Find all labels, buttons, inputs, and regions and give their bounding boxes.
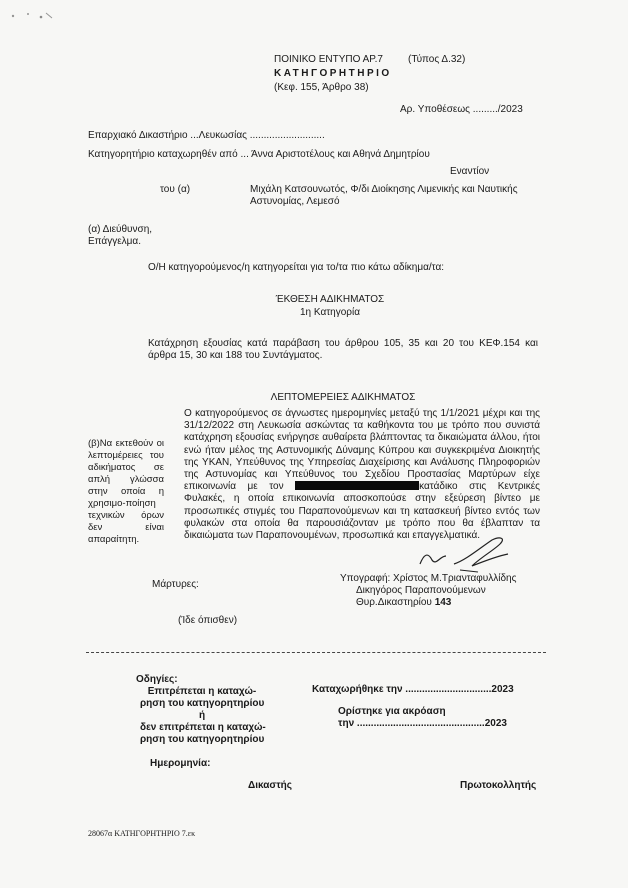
document-title: ΚΑΤΗΓΟΡΗΤΗΡΙΟ: [274, 68, 392, 79]
scan-marks: [8, 8, 58, 22]
address-label: (α) Διεύθυνση,: [88, 224, 153, 235]
instruction-line-3: ή: [198, 710, 206, 721]
against-label: Εναντίον: [450, 166, 490, 177]
offense-category: 1η Κατηγορία: [300, 307, 360, 318]
form-type: (Τύπος Δ.32): [408, 54, 466, 65]
form-code: 28067α ΚΑΤΗΓΟΡΗΤΗΡΙΟ 7.εκ: [88, 829, 196, 838]
accused-statement: Ο/Η κατηγορούμενος/η κατηγορείται για το/τα πιο κάτω αδίκημα/τα:: [148, 262, 445, 273]
court-box-label: Θυρ.Δικαστηρίου: [356, 597, 432, 608]
witnesses-label: Μάρτυρες:: [152, 579, 199, 590]
redacted-name: [295, 481, 419, 490]
see-back-note: (Ίδε όπισθεν): [178, 615, 238, 626]
details-text-part-2: κατάδικο στις Κεντρικές Φυλακές, η οποία επικοινωνία αποσκοπούσε στην εξεύρεση βίντεο με προσωπικές στιγμές του Παραπονούμενων και τη κατασκευή βίντεο εντός των φυλακών στα οποία θα παρουσιάζονταν με τρόπο που θα έβλαπταν τα δικαιώματα των Παραπονουμένων, προσωπικά και επαγγελματικά.: [184, 481, 541, 542]
registered-date: Καταχωρήθηκε την ...............................2023: [312, 684, 514, 695]
details-text-part-1: Ο κατηγορούμενος σε άγνωστες ημερομηνίες μεταξύ της 1/1/2021 μέχρι και της 31/12/2022 στη Λευκωσία ασκώντας τα καθήκοντα του με τρόπο που συνιστά κατάχρηση εξουσίας ενήργησε αυθαίρετα βλάπτοντας τα δικαιώματα άλλου, ήτοι ενώ ήταν μέλος της Αστυνομικής Δύναμης Κύπρου και συγκεκριμένα Διοικητής της ΥΚΑΝ, Υπεύθυνος της Υπηρεσίας Διαχείρισης και Ανάλυσης Πληροφοριών της Αστυνομίας και Υπεύθυνος του Σχεδίου Προστασίας Μαρτύρων είχε επικοινωνία με τον: [184, 408, 540, 493]
instruction-line-2: ρηση του κατηγορητηρίου: [140, 698, 265, 709]
instruction-line-5: ρηση του κατηγορητηρίου: [140, 734, 265, 745]
chapter-reference: (Κεφ. 155, Άρθρο 38): [274, 82, 369, 93]
court-box-number: 143: [434, 597, 452, 608]
details-heading: ΛΕΠΤΟΜΕΡΕΙΕΣ ΑΔΙΚΗΜΑΤΟΣ: [270, 392, 416, 403]
footer-divider: [86, 652, 546, 653]
judge-label: Δικαστής: [248, 780, 292, 791]
court-box: [356, 597, 451, 608]
offense-statement: Κατάχρηση εξουσίας κατά παράβαση του άρθρου 105, 35 και 20 του ΚΕΦ.154 και άρθρα 15, 30 και 188 του Συντάγματος.: [148, 338, 538, 362]
signer-line: Υπογραφή: Χρίστος Μ.Τριανταφυλλίδης: [340, 573, 517, 584]
instruction-line-4: δεν επιτρέπεται η καταχώ-: [140, 722, 266, 733]
hearing-label: Ορίστηκε για ακρόαση: [338, 706, 446, 717]
instructions-label: Οδηγίες:: [136, 674, 178, 685]
side-note: (β)Να εκτεθούν οι λεπτομέρειες του αδικήματος σε απλή γλώσσα στην οποία η χρησιμο-ποίηση τεχνικών όρων δεν είναι απαραίτητη.: [88, 438, 164, 545]
registrar-label: Πρωτοκολλητής: [460, 780, 537, 791]
signer-role: Δικηγόρος Παραπονούμενων: [356, 585, 486, 596]
date-label: Ημερομηνία:: [150, 758, 211, 769]
instruction-line-1: Επιτρέπεται η καταχώ-: [147, 686, 257, 697]
form-title: ΠΟΙΝΙΚΟ ΕΝΤΥΠΟ ΑΡ.7: [274, 54, 383, 65]
signature-scribble: [410, 526, 520, 576]
district-court: Επαρχιακό Δικαστήριο ...Λευκωσίας ...........................: [88, 130, 325, 141]
filed-by: Κατηγορητήριο καταχωρηθέν από ... Άννα Αριστοτέλους και Αθηνά Δημητρίου: [88, 149, 430, 160]
hearing-date: την ..............................................2023: [338, 718, 507, 729]
case-number: Αρ. Υποθέσεως ........./2023: [400, 104, 523, 115]
offense-details: [184, 408, 540, 542]
defendant-line-2: Αστυνομίας, Λεμεσό: [250, 196, 340, 207]
offense-heading: ΈΚΘΕΣΗ ΑΔΙΚΗΜΑΤΟΣ: [275, 294, 385, 305]
of-label: του (α): [160, 184, 191, 195]
occupation-label: Επάγγελμα.: [88, 236, 141, 247]
defendant-line-1: Μιχάλη Κατσουνωτός, Φ/δι Διοίκησης Λιμενικής και Ναυτικής: [250, 184, 518, 195]
